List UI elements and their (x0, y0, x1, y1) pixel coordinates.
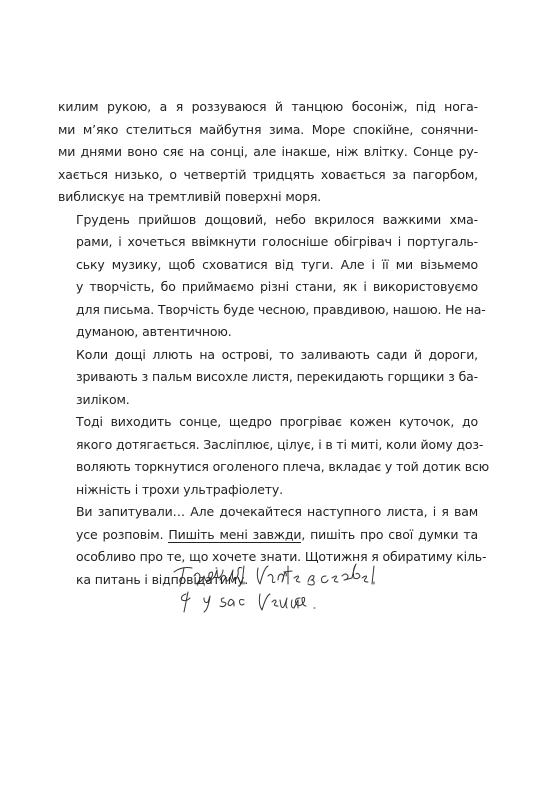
text-line: хається низько, о четвертій тридцять ховається за пагорбом, (58, 166, 478, 182)
text-line: якого дотягається. Засліплює, цілує, і в ті миті, коли йому доз- (76, 436, 484, 452)
text-line: Тоді виходить сонце, щедро прогріває кожен куточок, до (76, 414, 478, 429)
text-line: у творчість, бо приймаємо різні стани, як і використовуємо (76, 279, 478, 294)
text-line: для письма. Творчість буде чесною, правдивою, нашою. Не на- (76, 301, 486, 317)
text-line: рами, і хочеться ввімкнути голосніше обігрівач і португаль- (76, 234, 478, 249)
text-line: ніжність і трохи ультрафіолету. (76, 481, 283, 497)
underlined-phrase: Пишіть мені завжди (168, 526, 302, 542)
text-line: зривають з пальм висохле листя, перекидають горщики з ба- (76, 369, 478, 384)
paragraph (58, 96, 478, 209)
text-line: зиліком. (76, 391, 130, 407)
text-line: ми днями воно сяє на сонці, але інакше, ніж влітку. Сонце ру- (58, 144, 478, 159)
text-line: воляють торкнутися оголеного плеча, вкладає у той дотик всю (76, 459, 490, 474)
paragraph (58, 344, 478, 412)
text-line: ську музику, щоб сховатися від туги. Але і її ми візьмемо (76, 256, 478, 272)
text-line: ка питань і відповідатиму. (76, 571, 249, 587)
paragraph (58, 411, 490, 501)
paragraph (58, 209, 486, 344)
body-text (58, 96, 490, 591)
text-line: ми м’яко стелиться майбутня зима. Море спокійне, сонячни- (58, 121, 478, 137)
text-line: Грудень прийшов дощовий, небо вкрилося важкими хма- (76, 211, 478, 227)
text-line: килим рукою, а я роззуваюся й танцюю босоніж, під нога- (58, 99, 478, 114)
text-line: виблискує на тремтливій поверхні моря. (58, 189, 322, 204)
text-line: усе розповім. Пишіть мені завжди, пишіть про свої думки та (76, 526, 478, 542)
text-line: думаною, автентичною. (76, 324, 232, 339)
handwritten-signature (172, 560, 432, 620)
handwriting-image (172, 560, 432, 620)
text-line: Коли дощі ллють на острові, то заливають сади й дороги, (76, 346, 478, 362)
text-line: Ви запитували… Але дочекайтеся наступного листа, і я вам (76, 504, 478, 519)
text-line: особливо про те, що хочете знати. Щотижня я обиратиму кіль- (76, 549, 487, 564)
